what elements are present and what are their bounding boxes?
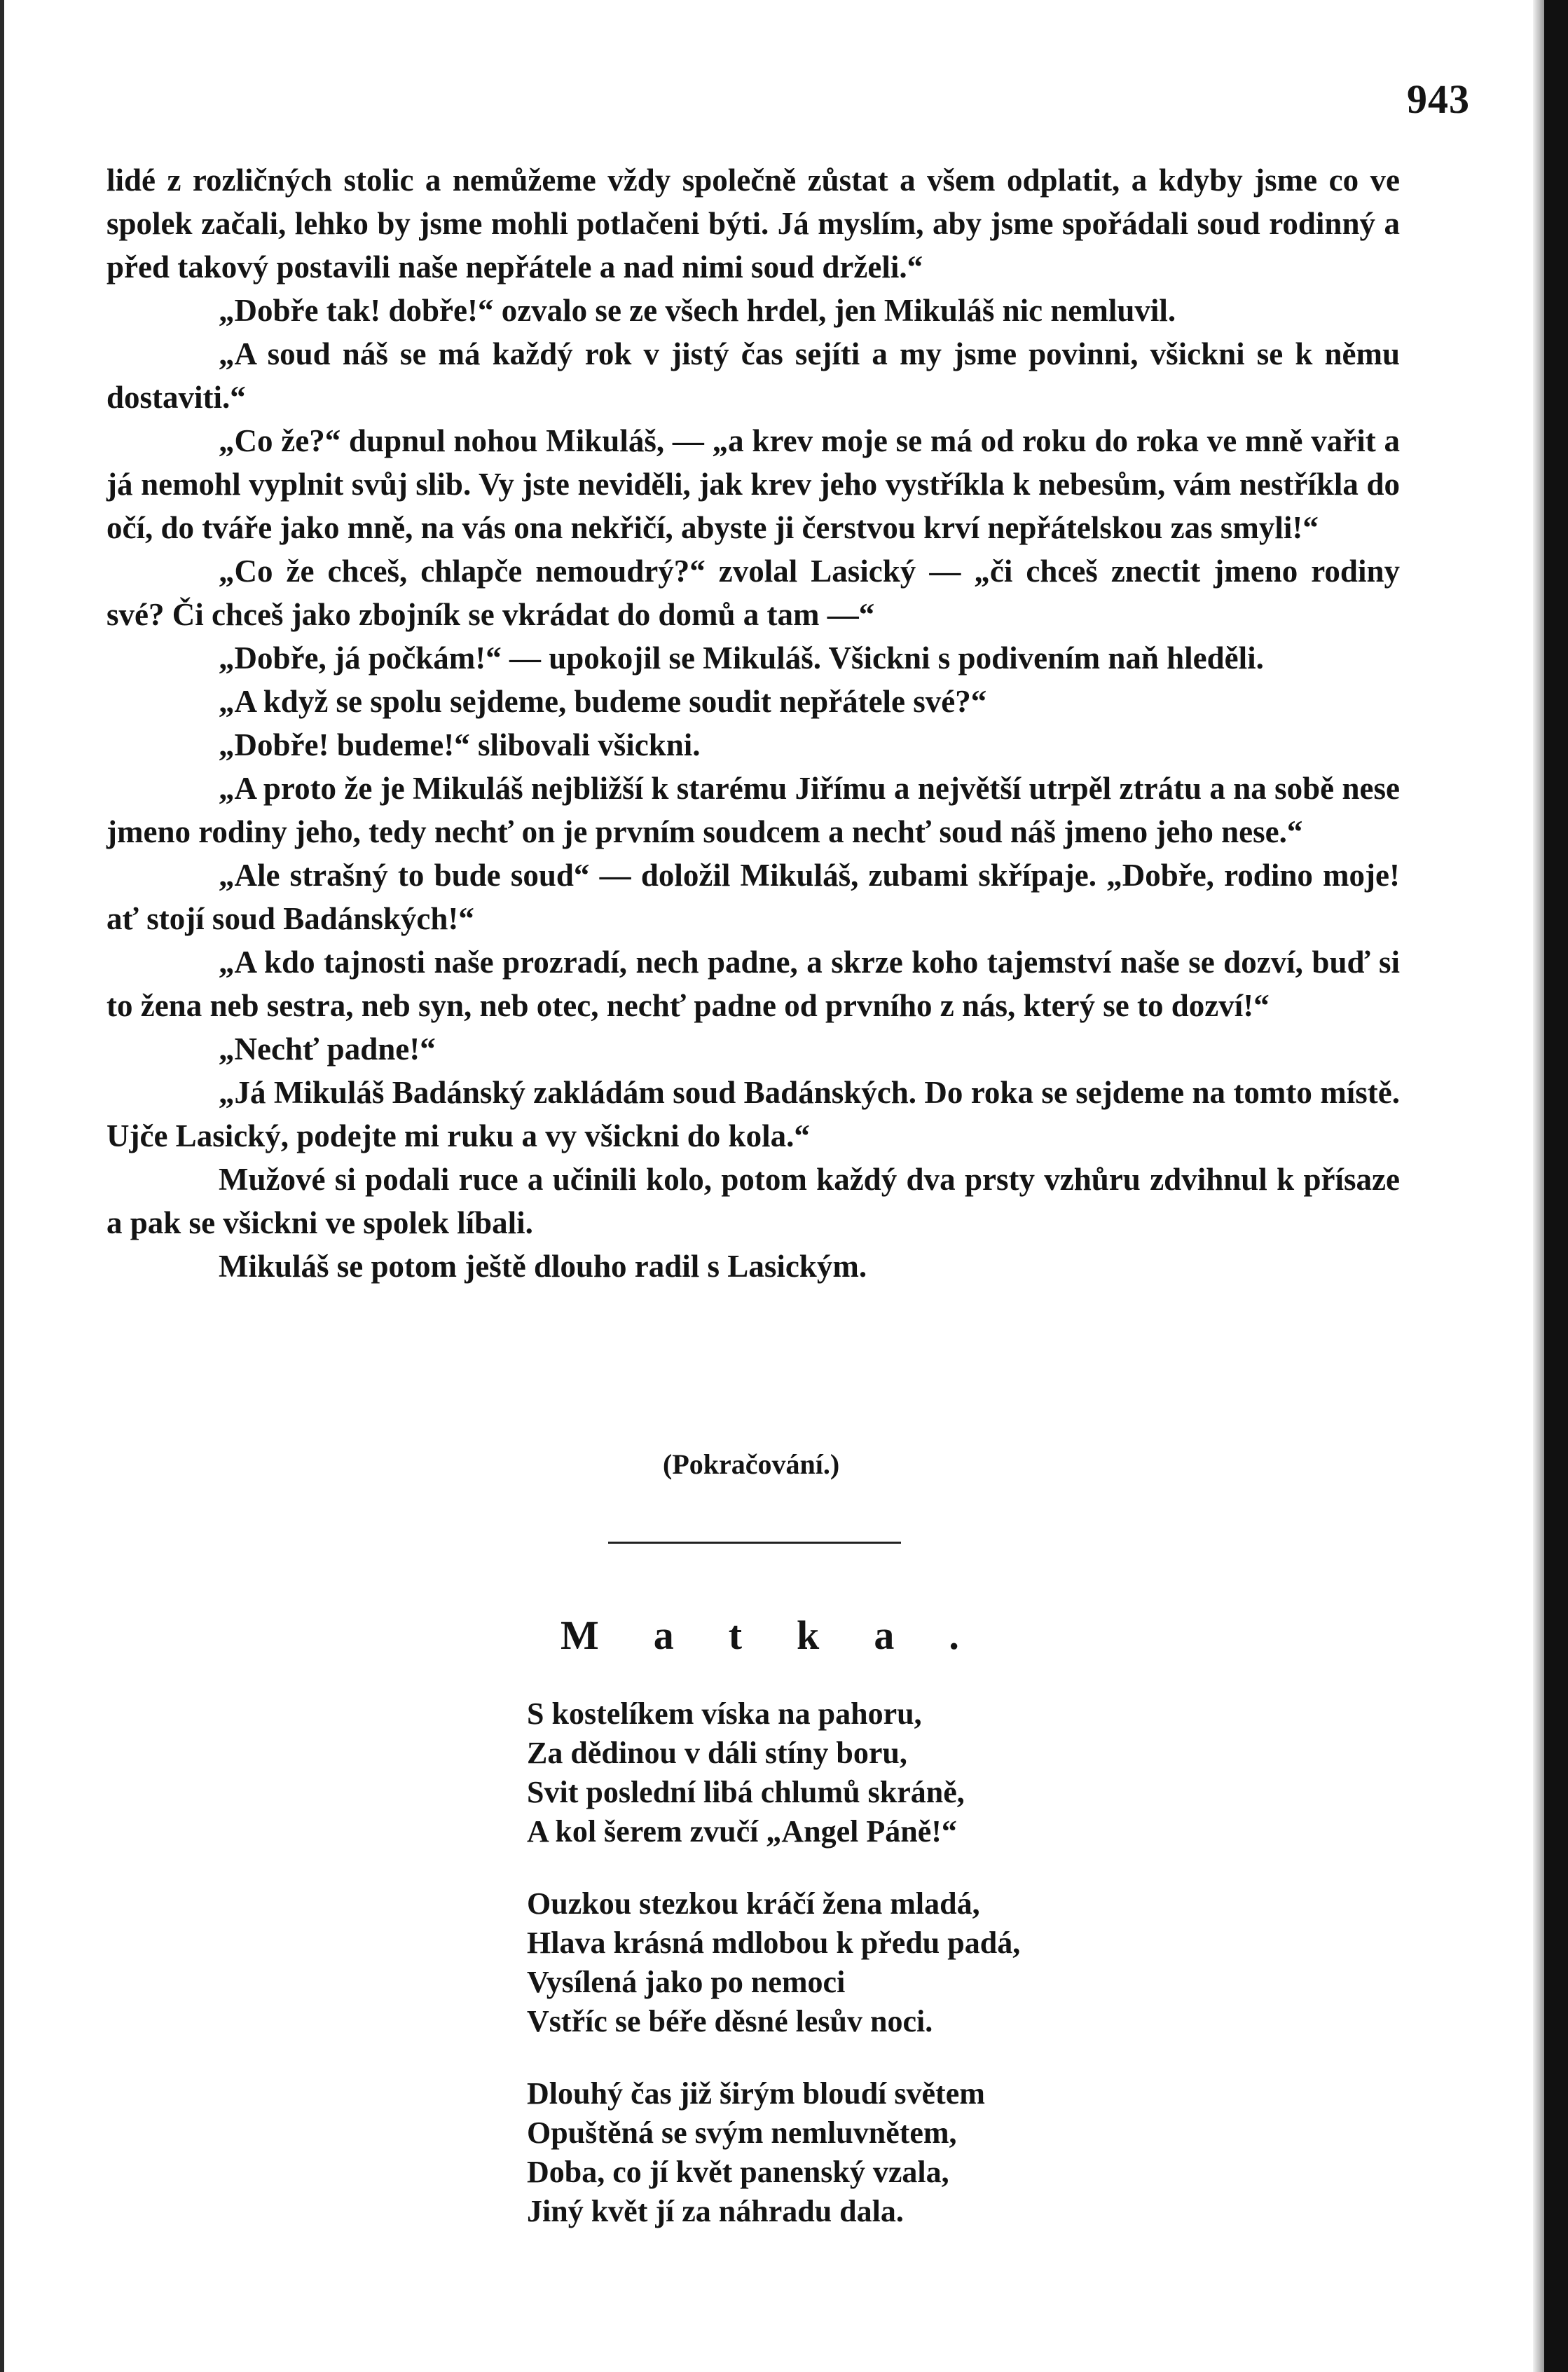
poem-stanza — [527, 2074, 1157, 2231]
page-edge-right — [1544, 0, 1568, 2372]
poem-title: Matka. — [561, 1612, 1014, 1658]
page-number: 943 — [1407, 76, 1470, 122]
paragraph: Mikuláš se potom ještě dlouho radil s Lasickým. — [219, 1249, 867, 1284]
paragraph: lidé z rozličných stolic a nemůžeme vždy společně zůstat a všem odplatit, a kdyby jsme co ve spolek začali, lehko by jsme mohli potlačeni býti. Já myslím, aby jsme spořádali soud rodinný a před takový postavili naše nepřátele a nad nimi soud drželi.“ — [106, 163, 1400, 284]
poem-line: Opuštěná se svým nemluvnětem, — [527, 2116, 957, 2150]
story-text — [106, 158, 1400, 1288]
paragraph: „A soud náš se má každý rok v jistý čas sejíti a my jsme povinni, všickni se k němu dostaviti.“ — [106, 336, 1400, 415]
poem-stanza — [527, 1694, 1157, 1851]
paragraph: „Dobře! budeme!“ slibovali všickni. — [219, 727, 701, 762]
paragraph: „A kdo tajnosti naše prozradí, nech padne, a skrze koho tajemství naše se dozví, buď si to žena neb sestra, neb syn, neb otec, nechť padne od prvního z nás, který se to dozví!“ — [106, 945, 1400, 1023]
poem-stanza — [527, 1884, 1157, 2041]
paragraph: „Dobře, já počkám!“ — upokojil se Mikuláš. Všickni s podivením naň hleděli. — [219, 640, 1264, 676]
paragraph: „Co že?“ dupnul nohou Mikuláš, — „a krev moje se má od roku do roka ve mně vařit a já nemohl vyplnit svůj slib. Vy jste neviděli, jak krev jeho vystříkla k nebesům, vám nestříkla do očí, do tváře jako mně, na vás ona nekřičí, abyste ji čerstvou krví nepřátelskou zas smyli!“ — [106, 423, 1400, 545]
poem-line: Dlouhý čas již širým bloudí světem — [527, 2076, 985, 2111]
poem-line: Vysílená jako po nemoci — [527, 1965, 846, 1999]
paragraph: „A proto že je Mikuláš nejbližší k starému Jiřímu a největší utrpěl ztrátu a na sobě nese jmeno rodiny jeho, tedy nechť on je prvním soudcem a nechť soud náš jmeno jeho nese.“ — [106, 771, 1400, 849]
poem-line: S kostelíkem víska na pahoru, — [527, 1696, 922, 1731]
paragraph: „A když se spolu sejdeme, budeme soudit nepřátele své?“ — [219, 684, 987, 719]
poem-line: Doba, co jí květ panenský vzala, — [527, 2155, 949, 2189]
poem-line: Svit poslední libá chlumů skráně, — [527, 1775, 965, 1809]
paragraph: „Dobře tak! dobře!“ ozvalo se ze všech hrdel, jen Mikuláš nic nemluvil. — [219, 293, 1176, 328]
poem-line: Jiný květ jí za náhradu dala. — [527, 2194, 904, 2228]
poem-line: Ouzkou stezkou kráčí žena mladá, — [527, 1886, 980, 1921]
paragraph: „Co že chceš, chlapče nemoudrý?“ zvolal Lasický — „či chceš znectit jmeno rodiny své? Či chceš jako zbojník se vkrádat do domů a tam —“ — [106, 554, 1400, 632]
continuation-note: (Pokračování.) — [663, 1448, 840, 1480]
poem — [527, 1694, 1157, 2264]
section-divider — [608, 1542, 901, 1544]
poem-line: Vstříc se béře děsné lesův noci. — [527, 2004, 933, 2038]
paragraph: „Nechť padne!“ — [219, 1031, 436, 1067]
paragraph: „Ale strašný to bude soud“ — doložil Mikuláš, zubami skřípaje. „Dobře, rodino moje! ať stojí soud Badánských!“ — [106, 858, 1400, 936]
poem-line: Hlava krásná mdlobou k předu padá, — [527, 1926, 1021, 1960]
page-edge-shadow — [1533, 0, 1544, 2372]
page-edge-left — [0, 0, 4, 2372]
poem-line: A kol šerem zvučí „Angel Páně!“ — [527, 1814, 957, 1849]
poem-line: Za dědinou v dáli stíny boru, — [527, 1736, 907, 1770]
paragraph: Mužové si podali ruce a učinili kolo, potom každý dva prsty vzhůru zdvihnul k přísaze a pak se všickni ve spolek líbali. — [106, 1162, 1400, 1240]
paragraph: „Já Mikuláš Badánský zakládám soud Badánských. Do roka se sejdeme na tomto místě. Ujče Lasický, podejte mi ruku a vy všickni do kola.“ — [106, 1075, 1400, 1153]
